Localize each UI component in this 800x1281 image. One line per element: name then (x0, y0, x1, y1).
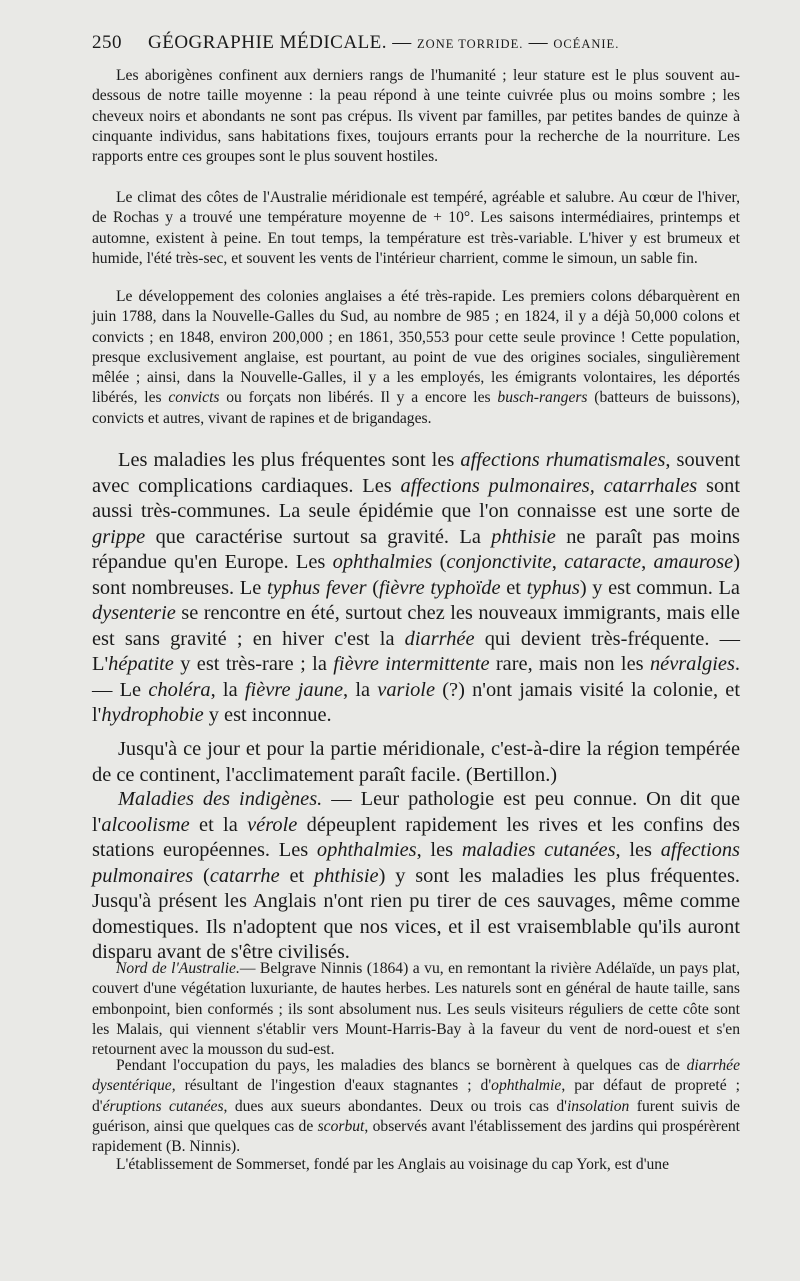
paragraph-acclimatement (92, 737, 740, 788)
text-run: , la (210, 678, 245, 701)
paragraph-occupation (92, 1056, 740, 1157)
header-zone: ZONE TORRIDE. (417, 37, 524, 51)
text-run: , la (343, 678, 378, 701)
paragraph-aborigenes (92, 66, 740, 167)
italic-term: busch-rangers (497, 389, 588, 407)
italic-term: catarrhe (209, 864, 280, 887)
italic-term: convicts (168, 389, 220, 407)
italic-term: variole (377, 678, 436, 701)
text-run: que caractérise surtout sa gravité. La (145, 525, 492, 548)
italic-term: dysenterie (92, 602, 176, 624)
section-heading: Maladies des indigènes. (118, 788, 323, 810)
paragraph-text: L'établissement de Sommerset, fondé par les Anglais au voisinage du cap York, est d'une (116, 1156, 670, 1173)
italic-term: affections pulmonaires, catarrhales (400, 474, 698, 497)
text-run: qui devient très-fréquente. — L' (92, 627, 740, 675)
italic-term: phthisie (314, 864, 379, 887)
paragraph-text (92, 448, 740, 729)
italic-term: névralgies (649, 653, 735, 675)
text-run: — Leur pathologie est peu connue. On dit que l' (92, 788, 740, 836)
text-run: . — Le (92, 653, 741, 701)
text-run: ) y est commun. La (579, 576, 740, 599)
italic-term: éruptions cutanées (102, 1097, 224, 1115)
italic-term: affections rhumatismales (460, 449, 666, 471)
text-run: ( (432, 551, 447, 573)
text-run: et (500, 576, 527, 599)
italic-term: affections pulmonaires (92, 839, 740, 887)
paragraph-text (92, 1056, 740, 1157)
italic-term: grippe (92, 525, 146, 548)
text-run: Le développement des colonies anglaises a été très-rapide. Les premiers colons débarquèrent en juin 1788, dans la Nouvelle-Galles du Sud, au nombre de 985 ; en 1824, il y a déjà 50,000 colons et convicts ; en 1848, environ 200,000 ; en 1861, 350,553 pour cette seule province ! Cette population, presque exclusivement anglaise, est pourtant, au point de vue des origines sociales, singulièrement mêlée ; ainsi, dans la Nouvelle-Galles, il y a les employés, les émigrants volontaires, les déportés libérés, les (92, 288, 740, 407)
paragraph-text: Les aborigènes confinent aux derniers rangs de l'humanité ; leur stature est le plus souvent au-dessous de notre taille moyenne : la peau répond à une teinte cuivrée plus ou moins sombre ; les cheveux noirs et abondants ne sont pas crépus. Ils vivent par familles, par petites bandes de quinze à cinquante individus, sans habitations fixes, toujours errants pour la recherche de la nourriture. Les rapports entre ces groupes sont le plus souvent hostiles. (92, 67, 740, 166)
italic-term: diarrhée (404, 627, 475, 650)
text-run: y est très-rare ; la (173, 653, 334, 675)
italic-term: hépatite (108, 653, 174, 675)
text-run: rare, mais non les (489, 653, 650, 675)
italic-term: ophthalmies (316, 839, 417, 861)
text-run: Pendant l'occupation du pays, les maladies des blancs se bornèrent à quelques cas de (116, 1057, 687, 1074)
paragraph-maladies (92, 448, 740, 729)
italic-term: maladies cutanées (461, 839, 616, 861)
italic-term: scorbut (317, 1117, 365, 1135)
italic-term: choléra (148, 678, 211, 701)
paragraph-sommerset (92, 1155, 740, 1175)
italic-term: phthisie (491, 525, 556, 548)
italic-term: fièvre typhoïde (379, 576, 501, 599)
text-run: y est inconnue. (203, 704, 332, 726)
text-run: , dues aux sueurs abondantes. Deux ou trois cas d' (223, 1097, 567, 1115)
italic-term: alcoolisme (101, 813, 190, 836)
italic-term: fièvre jaune (244, 678, 344, 701)
paragraph-indigenes (92, 787, 740, 966)
text-run: , résultant de l'ingestion d'eaux stagnantes ; d' (171, 1077, 492, 1095)
header-title: GÉOGRAPHIE MÉDICALE. (148, 32, 388, 53)
page-number: 250 (92, 32, 122, 53)
text-run: furent suivis de guérison, ainsi que quelques cas de (92, 1097, 740, 1135)
text-run: et (279, 864, 315, 887)
text-run: ne paraît pas moins répandue qu'en Europe. Les (92, 525, 740, 573)
section-heading: Nord de l'Australie. (116, 960, 240, 977)
text-run: , les (615, 839, 661, 861)
italic-term: diarrhée dysentérique (92, 1057, 740, 1095)
paragraph-nord-australie (92, 959, 740, 1060)
italic-term: insolation (566, 1097, 630, 1115)
text-run: ) sont nombreuses. Le (92, 551, 740, 599)
paragraph-climat (92, 188, 740, 269)
paragraph-colonies (92, 287, 740, 429)
text-run: se rencontre en été, surtout chez les nouveaux immigrants, mais elle est sans gravité ; en hiver c'est la (92, 602, 740, 650)
text-run: ( (366, 576, 380, 599)
italic-term: cataracte (564, 551, 642, 573)
paragraph-text (92, 787, 740, 966)
text-run: , par défaut de propreté ; d' (92, 1077, 741, 1115)
italic-term: fièvre intermittente (333, 653, 490, 675)
paragraph-text (92, 287, 740, 429)
paragraph-text: Le climat des côtes de l'Australie méridionale est tempéré, agréable et salubre. Au cœur de l'hiver, de Rochas y a trouvé une température moyenne de + 10°. Les saisons intermédiaires, printemps et automne, existent à peine. En tout temps, la température est très-variable. L'hiver y est brumeux et humide, l'été très-sec, et souvent les vents de l'intérieur charrient, comme le simoun, un sable fin. (92, 189, 740, 267)
italic-term: conjonctivite (446, 551, 552, 573)
text-run: (batteurs de buissons), convicts et autres, vivant de rapines et de brigandages. (92, 389, 740, 427)
text-run: Les maladies les plus fréquentes sont les (118, 449, 461, 471)
italic-term: typhus fever (266, 576, 367, 599)
header-region: OCÉANIE. (553, 37, 620, 51)
italic-term: typhus (526, 576, 580, 599)
text-run: ( (193, 864, 210, 887)
text-run: , (551, 551, 565, 573)
text-run: , observés avant l'établissement des jardins qui prospérèrent rapidement (B. Ninnis). (92, 1117, 740, 1156)
text-run: et la (189, 813, 248, 836)
text-run: , (641, 551, 654, 573)
text-run: ) y sont les maladies les plus fréquentes. Jusqu'à présent les Anglais n'ont rien pu tirer de ces sauvages, même comme domestiques. Ils n'adoptent que nos vices, et il est vraisemblable qu'ils auront disparu avant de s'être civilisés. (92, 864, 740, 963)
running-header (92, 32, 652, 54)
text-run: dépeuplent rapidement les rives et les confins des stations européennes. Les (92, 813, 740, 861)
italic-term: hydrophobie (101, 704, 204, 726)
text-run: , les (416, 839, 462, 861)
text-run: sont aussi très-communes. La seule épidémie que l'on connaisse est une sorte de (92, 474, 741, 522)
paragraph-text: Jusqu'à ce jour et pour la partie méridionale, c'est-à-dire la région tempérée de ce continent, l'acclimatement paraît facile. (Bertillon.) (92, 738, 740, 786)
italic-term: ophthalmies (332, 551, 433, 573)
text-run: , souvent avec complications cardiaques. Les (92, 449, 740, 497)
italic-term: vérole (247, 813, 298, 836)
text-run: ou forçats non libérés. Il y a encore les (219, 389, 498, 407)
text-run: — Belgrave Ninnis (1864) a vu, en remontant la rivière Adélaïde, un pays plat, couvert d'une végétation luxuriante, de hautes herbes. Les naturels sont en général de haute taille, sans embonpoint, bien conformés ; ils sont absolument nus. Les seuls visiteurs réguliers de cette côte sont les Malais, qui viennent s'établir vers Mount-Harris-Bay à la faveur du vent de nord-ouest et s'en retournent avec la mousson du sud-est. (92, 960, 740, 1059)
header-separator: — (387, 32, 418, 53)
text-run: (?) n'ont jamais visité la colonie, et l' (92, 678, 740, 726)
paragraph-text (92, 959, 740, 1060)
italic-term: amaurose (653, 551, 734, 573)
italic-term: ophthalmie (491, 1077, 562, 1095)
header-separator: — (523, 32, 554, 53)
